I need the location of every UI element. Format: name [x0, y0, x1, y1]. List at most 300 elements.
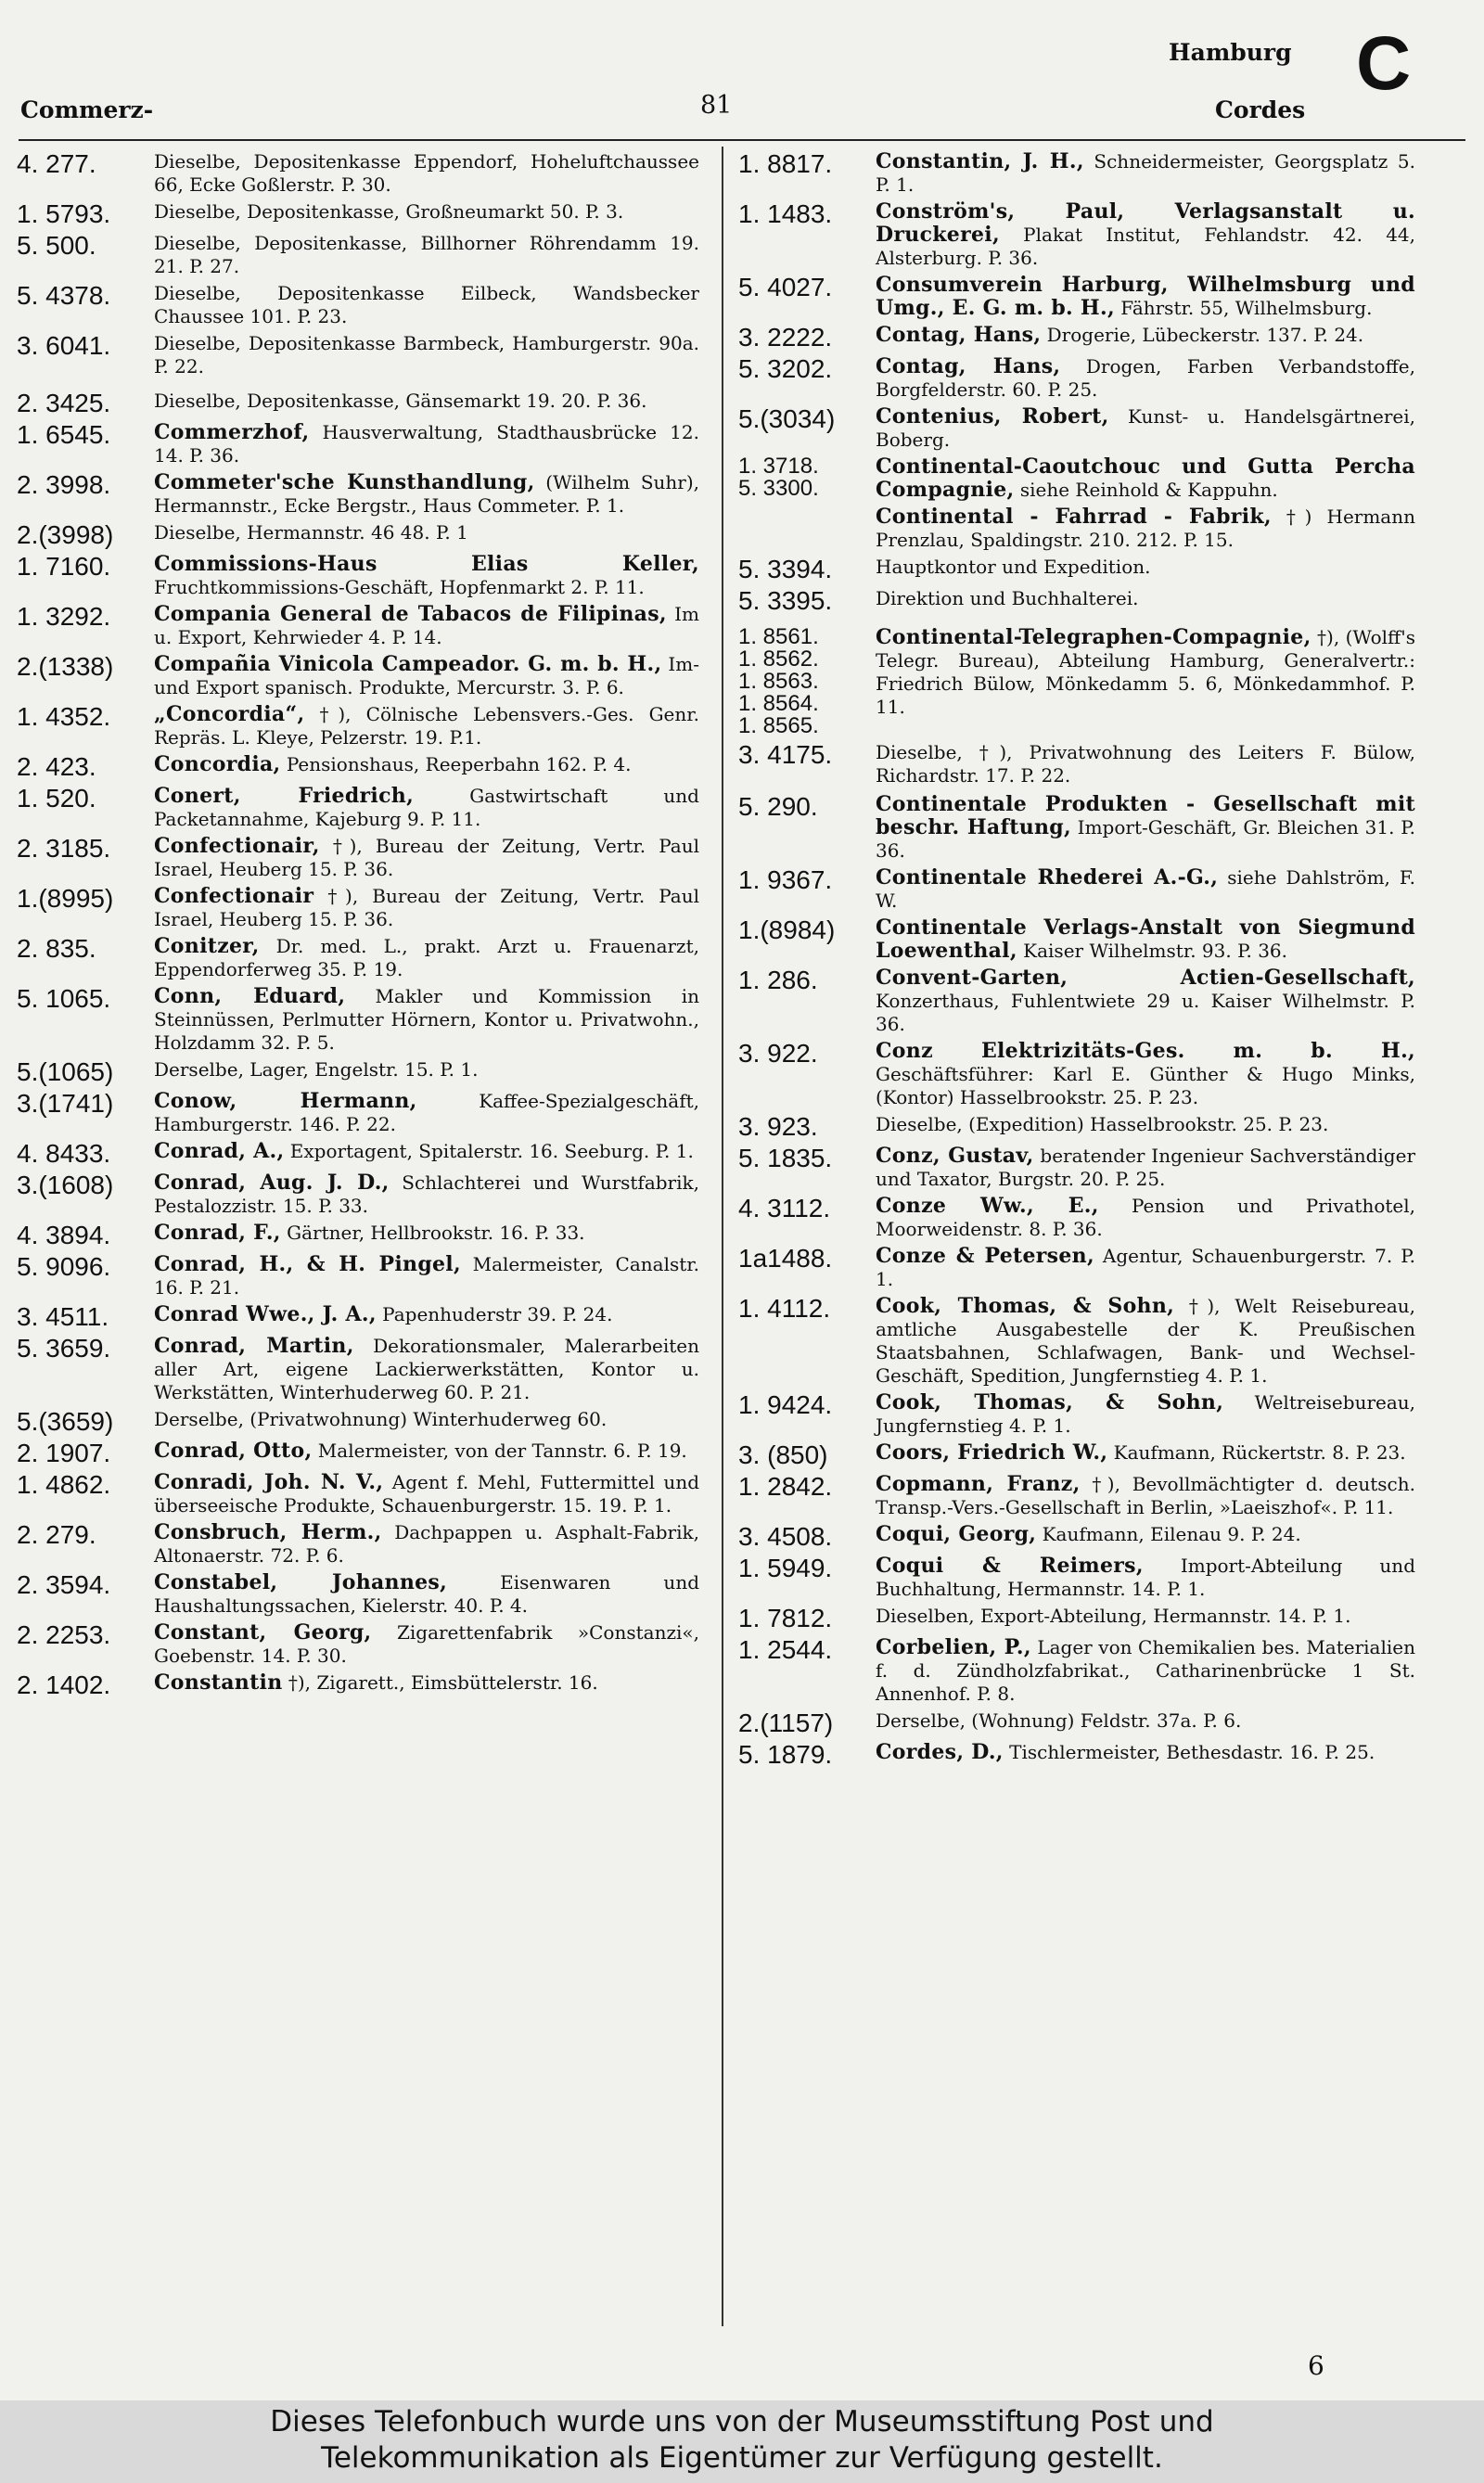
directory-entry — [17, 1303, 699, 1331]
entry-body — [154, 753, 699, 776]
directory-entry — [17, 390, 699, 417]
directory-entry — [17, 1471, 699, 1517]
phone-number: 1. 4862. — [17, 1470, 111, 1499]
phone-number: 5. 500. — [17, 231, 96, 260]
phone-number: 1. 7812. — [738, 1604, 833, 1632]
entry-name: Conow, Hermann, — [154, 1089, 417, 1113]
entry-name: Contenius, Robert, — [876, 404, 1109, 429]
entry-name: Continental-Telegraphen-Compagnie, — [876, 625, 1311, 649]
entry-name: Copmann, Franz, — [876, 1472, 1081, 1496]
entry-body — [876, 1145, 1415, 1191]
entry-body — [154, 985, 699, 1055]
entry-body — [876, 1523, 1415, 1546]
phone-number: 3. 6041. — [17, 331, 111, 360]
entry-body — [876, 1473, 1415, 1519]
phone-number: 5. 3659. — [17, 1334, 111, 1363]
entry-body — [154, 1408, 699, 1431]
entry-body — [154, 1058, 699, 1082]
phone-number: 3. 922. — [738, 1039, 818, 1068]
footer-line-2: Telekommunikation als Eigentümer zur Verfügung gestellt. — [321, 2441, 1163, 2475]
phone-number: 2. 1402. — [17, 1670, 111, 1699]
entry-text: Dieselbe, Depositenkasse Barmbeck, Hamburgerstr. 90a. P. 22. — [154, 332, 699, 378]
entry-text: Im u. Export, Kehrwieder 4. P. 14. — [154, 603, 699, 648]
corner-number: 6 — [1308, 2350, 1324, 2381]
phone-number: 5. 3395. — [738, 586, 833, 615]
phone-number: 5. 4027. — [738, 273, 833, 301]
entry-name: Coqui, Georg, — [876, 1522, 1037, 1546]
entry-text: beratender Ingenieur Sachverständiger und Taxator, Burgstr. 20. P. 25. — [876, 1145, 1416, 1190]
entry-text: Weltreisebureau, Jungfernstieg 4. P. 1. — [876, 1391, 1416, 1437]
entry-text: Kaufmann, Eilenau 9. P. 24. — [1036, 1523, 1301, 1545]
entry-body — [154, 885, 699, 931]
phone-number: 1. 6545. — [17, 420, 111, 449]
entry-body — [876, 1636, 1415, 1706]
entry-name: Conz, Gustav, — [876, 1144, 1034, 1168]
entry-body — [154, 553, 699, 599]
entry-name: Conström's, Paul, Verlagsanstalt u. Druckerei, — [876, 199, 1415, 247]
directory-entry — [738, 200, 1415, 270]
entry-name: Conitzer, — [154, 934, 260, 958]
entry-body — [154, 935, 699, 981]
entry-body — [154, 1140, 699, 1163]
entry-name: Commissions-Haus Elias Keller, — [154, 552, 699, 576]
phone-number: 3. 2222. — [738, 323, 833, 352]
directory-entry — [738, 1040, 1415, 1109]
phone-number: 2. 2253. — [17, 1620, 111, 1649]
directory-entry — [738, 793, 1415, 863]
entry-body — [154, 1335, 699, 1404]
entry-body — [154, 200, 699, 224]
entry-name: Coqui & Reimers, — [876, 1554, 1144, 1578]
phone-number: 1. 9424. — [738, 1390, 833, 1419]
phone-number: 5. 9096. — [17, 1252, 111, 1281]
entry-name: Commerzhof, — [154, 420, 310, 444]
entry-name: Conn, Eduard, — [154, 984, 346, 1008]
phone-number: 3. (850) — [738, 1440, 828, 1469]
entry-name: Conrad Wwe., J. A., — [154, 1302, 377, 1326]
entry-name: Constabel, Johannes, — [154, 1570, 448, 1594]
entry-text: Dieselbe, †), Privatwohnung des Leiters F. Bülow, Richardstr. 17. P. 22. — [876, 741, 1415, 787]
entry-body — [876, 556, 1415, 579]
entry-name: Coors, Friedrich W., — [876, 1440, 1108, 1465]
directory-entry — [17, 985, 699, 1055]
entry-body — [154, 1303, 699, 1326]
entry-text: Fährstr. 55, Wilhelmsburg. — [1114, 297, 1373, 319]
entry-body — [876, 793, 1415, 863]
directory-entry — [17, 421, 699, 467]
entry-name: Conrad, F., — [154, 1221, 281, 1245]
entry-name: Consbruch, Herm., — [154, 1520, 382, 1544]
entry-body — [154, 150, 699, 197]
directory-entry — [17, 1090, 699, 1136]
header-left-word: Commerz- — [20, 96, 154, 123]
entry-text: Hauptkontor und Expedition. — [876, 556, 1151, 578]
entry-body — [876, 506, 1415, 552]
column-divider — [722, 147, 723, 2326]
entry-body — [154, 390, 699, 413]
entry-body — [154, 1090, 699, 1136]
directory-entry — [17, 1222, 699, 1249]
entry-body — [876, 966, 1415, 1036]
directory-entry — [738, 506, 1415, 552]
phone-number: 2. 3425. — [17, 389, 111, 417]
entry-text: Eisenwaren und Haushaltungssachen, Kielerstr. 40. P. 4. — [154, 1571, 699, 1617]
directory-entry — [738, 324, 1415, 352]
entry-name: Contag, Hans, — [876, 354, 1061, 378]
directory-entry — [17, 1140, 699, 1168]
phone-number: 1. 1483. — [738, 199, 833, 228]
entry-text: Derselbe, (Wohnung) Feldstr. 37a. P. 6. — [876, 1709, 1242, 1732]
directory-entry — [17, 1621, 699, 1668]
entry-text: †) Hermann Prenzlau, Spaldingstr. 210. 212. P. 15. — [876, 506, 1415, 551]
entry-text: Kaffee-Spezialgeschäft, Hamburgerstr. 146. P. 22. — [154, 1090, 699, 1135]
entry-name: Convent-Garten, Actien-Gesellschaft, — [876, 966, 1415, 990]
entry-text: †), Welt Reisebureau, amtliche Ausgabestelle der K. Preußischen Staatsbahnen, Schlafwagen, Bank- und Wechsel-Geschäft, Spedition, Jungfernstieg 4. P. 1. — [876, 1295, 1416, 1387]
entry-body — [154, 1222, 699, 1245]
phone-number: 1. 7160. — [17, 552, 111, 581]
phone-number: 2. 3594. — [17, 1570, 111, 1599]
entry-text: Direktion und Buchhalterei. — [876, 587, 1139, 609]
directory-entry — [17, 1440, 699, 1467]
entry-text: †), (Wolff's Telegr. Bureau), Abteilung Hamburg, Generalvertr.: Friedrich Bülow, Mönkedamm 5. 6, Mönkedammhof. P. 11. — [876, 626, 1415, 718]
entry-body — [876, 200, 1415, 270]
phone-number: 2. 3998. — [17, 470, 111, 499]
entry-text: Agent f. Mehl, Futtermittel und überseeische Produkte, Schauenburgerstr. 15. 19. P. 1. — [154, 1471, 699, 1517]
left-column — [17, 150, 699, 1699]
phone-number: 3. 4508. — [738, 1522, 833, 1551]
phone-number: 3. 4511. — [17, 1302, 109, 1331]
entry-body — [154, 1571, 699, 1618]
entry-text: Exportagent, Spitalerstr. 16. Seeburg. P. 1. — [284, 1140, 694, 1162]
entry-body — [154, 421, 699, 467]
entry-text: Konzerthaus, Fuhlentwiete 29 u. Kaiser Wilhelmstr. P. 36. — [876, 990, 1415, 1035]
directory-entry — [738, 1709, 1415, 1737]
entry-name: Continentale Produkten - Gesellschaft mit beschr. Haftung, — [876, 792, 1415, 839]
entry-text: Drogerie, Lübeckerstr. 137. P. 24. — [1041, 324, 1364, 346]
entry-text: Dieselbe, Depositenkasse Eppendorf, Hoheluftchaussee 66, Ecke Goßlerstr. P. 30. — [154, 150, 699, 196]
entry-name: Conze & Petersen, — [876, 1244, 1094, 1268]
entry-body — [876, 1040, 1415, 1109]
directory-entry — [17, 553, 699, 599]
directory-entry — [17, 785, 699, 831]
phone-number: 1.(8995) — [17, 884, 114, 913]
phone-number: 5. 3202. — [738, 354, 833, 383]
directory-entry — [738, 1473, 1415, 1519]
entry-text: Dieselbe, (Expedition) Hasselbrookstr. 25. P. 23. — [876, 1113, 1329, 1135]
entry-body — [154, 1621, 699, 1668]
phone-number: 1. 9367. — [738, 865, 833, 894]
entry-body — [154, 1171, 699, 1218]
directory-entry — [738, 1113, 1415, 1141]
directory-entry — [17, 150, 699, 197]
directory-entry — [17, 521, 699, 549]
entry-body — [154, 332, 699, 378]
phone-number: 1. 2544. — [738, 1635, 833, 1664]
entry-name: Conradi, Joh. N. V., — [154, 1470, 384, 1494]
directory-entry — [17, 1253, 699, 1299]
directory-entry — [738, 1195, 1415, 1241]
directory-entry — [738, 405, 1415, 452]
entry-body — [876, 626, 1415, 719]
entry-name: Conrad, A., — [154, 1139, 285, 1163]
entry-text: Dieselbe, Depositenkasse, Gänsemarkt 19. 20. P. 36. — [154, 390, 647, 412]
entry-text: Dieselbe, Hermannstr. 46 48. P. 1 — [154, 521, 468, 544]
entry-body — [876, 866, 1415, 913]
entry-body — [154, 521, 699, 544]
entry-text: Lager von Chemikalien bes. Materialien f. d. Zündholzfabrikat., Catharinenbrücke 1 St. Annenhof. P. 8. — [876, 1636, 1415, 1705]
entry-body — [876, 324, 1415, 347]
directory-entry — [17, 603, 699, 649]
entry-name: Continental - Fahrrad - Fabrik, — [876, 505, 1272, 529]
directory-entry — [17, 703, 699, 749]
directory-entry — [738, 274, 1415, 320]
entry-text: Fruchtkommissions-Geschäft, Hopfenmarkt 2. P. 11. — [154, 576, 645, 598]
header-letter: C — [1356, 21, 1412, 106]
entry-body — [876, 1741, 1415, 1764]
phone-number: 5. 1065. — [17, 984, 111, 1013]
entry-name: Continental-Caoutchouc und Gutta Percha Compagnie, — [876, 454, 1415, 502]
phone-number: 1. 4112. — [738, 1294, 831, 1323]
directory-entry — [17, 1171, 699, 1218]
directory-entry — [738, 355, 1415, 402]
entry-name: Concordia, — [154, 752, 281, 776]
phone-number: 4. 8433. — [17, 1139, 111, 1168]
entry-text: Pensionshaus, Reeperbahn 162. P. 4. — [280, 753, 632, 775]
phone-number: 3.(1608) — [17, 1171, 114, 1199]
phone-number: 1a1488. — [738, 1244, 833, 1273]
directory-entry — [17, 332, 699, 378]
directory-entry — [17, 885, 699, 931]
entry-text: Malermeister, Canalstr. 16. P. 21. — [154, 1253, 699, 1299]
directory-entry — [17, 835, 699, 881]
entry-text: Agentur, Schauenburgerstr. 7. P. 1. — [876, 1245, 1415, 1290]
entry-text: †), Cölnische Lebensvers.-Ges. Genr. Repräs. L. Kleye, Pelzerstr. 19. P.1. — [154, 703, 699, 749]
entry-text: Derselbe, (Privatwohnung) Winterhuderweg 60. — [154, 1408, 608, 1430]
directory-entry — [738, 626, 1415, 737]
entry-body — [154, 232, 699, 278]
entry-text: †), Bevollmächtigter d. deutsch. Transp.-Vers.-Gesellschaft in Berlin, »Laeiszhof«. P. 11. — [876, 1473, 1415, 1518]
entry-body — [154, 603, 699, 649]
right-column — [738, 150, 1415, 1769]
entry-text: Dieselben, Export-Abteilung, Hermannstr. 14. P. 1. — [876, 1605, 1351, 1627]
entry-text: †), Bureau der Zeitung, Vertr. Paul Israel, Heuberg 15. P. 36. — [154, 885, 699, 930]
directory-entry — [738, 587, 1415, 615]
phone-number: 1. 4352. — [17, 702, 111, 731]
directory-entry — [17, 200, 699, 228]
entry-body — [876, 405, 1415, 452]
entry-text: (Wilhelm Suhr), Hermannstr., Ecke Bergstr., Haus Commeter. P. 1. — [154, 471, 700, 517]
phone-number: 2.(3998) — [17, 520, 114, 549]
entry-text: Makler und Kommission in Steinnüssen, Perlmutter Hörnern, Kontor u. Privatwohn., Holzdamm 32. P. 5. — [154, 985, 700, 1054]
phone-number: 3.(1741) — [17, 1089, 114, 1118]
entry-name: Corbelien, P., — [876, 1635, 1031, 1659]
entry-name: Constant, Georg, — [154, 1620, 372, 1645]
directory-entry — [738, 1523, 1415, 1551]
directory-entry — [17, 232, 699, 278]
entry-body — [154, 471, 699, 518]
entry-body — [876, 1245, 1415, 1291]
entry-text: Gärtner, Hellbrookstr. 16. P. 33. — [280, 1222, 585, 1244]
entry-body — [876, 355, 1415, 402]
directory-entry — [738, 866, 1415, 913]
phone-number: 5.(1065) — [17, 1057, 114, 1086]
entry-text: Tischlermeister, Bethesdastr. 16. P. 25. — [1003, 1741, 1375, 1763]
entry-body — [876, 1605, 1415, 1628]
entry-text: Dr. med. L., prakt. Arzt u. Frauenarzt, Eppendorferweg 35. P. 19. — [154, 935, 699, 980]
entry-text: siehe Reinhold & Kappuhn. — [1014, 479, 1278, 501]
entry-text: siehe Dahlström, F. W. — [876, 866, 1415, 912]
header-right-word: Cordes — [1215, 96, 1306, 123]
header-divider — [19, 139, 1465, 141]
entry-body — [876, 1441, 1415, 1465]
directory-entry — [738, 1295, 1415, 1388]
phone-number: 2.(1338) — [17, 652, 114, 681]
entry-name: Cordes, D., — [876, 1740, 1004, 1764]
entry-text: †), Bureau der Zeitung, Vertr. Paul Israel, Heuberg 15. P. 36. — [154, 835, 699, 880]
entry-body — [154, 1253, 699, 1299]
phone-number: 5. 4378. — [17, 281, 111, 310]
entry-body — [154, 1671, 699, 1695]
entry-body — [154, 1521, 699, 1568]
directory-entry — [738, 966, 1415, 1036]
entry-name: Consumverein Harburg, Wilhelmsburg und Umg., E. G. m. b. H., — [876, 273, 1415, 320]
entry-name: Cook, Thomas, & Sohn, — [876, 1294, 1175, 1318]
directory-entry — [738, 150, 1415, 197]
entry-name: Conrad, Aug. J. D., — [154, 1171, 390, 1195]
entry-text: Im- und Export spanisch. Produkte, Mercurstr. 3. P. 6. — [154, 653, 699, 698]
phone-number: 1. 8817. — [738, 149, 833, 178]
entry-body — [154, 282, 699, 328]
entry-body — [876, 1709, 1415, 1733]
entry-text: Import-Geschäft, Gr. Bleichen 31. P. 36. — [876, 816, 1415, 862]
directory-entry — [738, 1441, 1415, 1469]
entry-body — [876, 587, 1415, 610]
entry-text: Papenhuderstr 39. P. 24. — [376, 1303, 613, 1325]
entry-text: Kunst- u. Handelsgärtnerei, Boberg. — [876, 405, 1415, 451]
directory-entry — [17, 1521, 699, 1568]
footer-line-1: Dieses Telefonbuch wurde uns von der Museumsstiftung Post und — [270, 2405, 1214, 2438]
directory-entry — [17, 1408, 699, 1436]
entry-body — [154, 835, 699, 881]
entry-name: Continentale Rhederei A.-G., — [876, 865, 1219, 890]
phone-number: 3. 923. — [738, 1112, 818, 1141]
phone-number: 5. 1835. — [738, 1144, 833, 1172]
footer-note — [0, 2400, 1484, 2483]
directory-entry — [17, 1335, 699, 1404]
entry-body — [876, 1195, 1415, 1241]
entry-text: Derselbe, Lager, Engelstr. 15. P. 1. — [154, 1058, 479, 1081]
phone-number: 1. 5949. — [738, 1554, 833, 1582]
entry-name: Conze Ww., E., — [876, 1194, 1099, 1218]
directory-entry — [17, 1571, 699, 1618]
directory-entry — [738, 455, 1415, 502]
entry-name: Compania General de Tabacos de Filipinas, — [154, 602, 667, 626]
entry-text: Dieselbe, Depositenkasse Eilbeck, Wandsbecker Chaussee 101. P. 23. — [154, 282, 699, 327]
directory-entry — [738, 916, 1415, 963]
phone-number: 4. 3894. — [17, 1221, 111, 1249]
phone-number: 1. 520. — [17, 784, 96, 813]
entry-name: Conert, Friedrich, — [154, 784, 415, 808]
entry-text: Pension und Privathotel, Moorweidenstr. 8. P. 36. — [876, 1195, 1416, 1240]
entry-name: Cook, Thomas, & Sohn, — [876, 1390, 1224, 1414]
directory-entry — [738, 556, 1415, 583]
directory-entry — [17, 1671, 699, 1699]
entry-text: Plakat Institut, Fehlandstr. 42. 44, Alsterburg. P. 36. — [876, 224, 1415, 269]
directory-entry — [738, 1741, 1415, 1769]
directory-entry — [17, 282, 699, 328]
phone-number: 1. 2842. — [738, 1472, 833, 1501]
entry-text: Dekorationsmaler, Malerarbeiten aller Art, eigene Lackierwerkstätten, Kontor u. Werkstätten, Winterhuderweg 60. P. 21. — [154, 1335, 699, 1403]
entry-body — [876, 1391, 1415, 1438]
entry-body — [154, 703, 699, 749]
directory-entry — [738, 1391, 1415, 1438]
phone-number: 1. 3718. 5. 3300. — [738, 454, 819, 501]
entry-text: Zigarettenfabrik »Constanzi«, Goebenstr. 14. P. 30. — [154, 1621, 699, 1667]
phone-number: 1. 3292. — [17, 602, 111, 631]
entry-name: Confectionair, — [154, 834, 320, 858]
header-city: Hamburg — [1169, 39, 1292, 66]
entry-body — [154, 785, 699, 831]
entry-body — [876, 1113, 1415, 1136]
entry-name: Conz Elektrizitäts-Ges. m. b. H., — [876, 1039, 1415, 1063]
phone-number: 5.(3659) — [17, 1407, 114, 1436]
phone-number: 2. 423. — [17, 752, 96, 781]
directory-entry — [17, 653, 699, 699]
directory-entry — [738, 1245, 1415, 1291]
entry-name: Conrad, H., & H. Pingel, — [154, 1252, 461, 1276]
entry-name: Continentale Verlags-Anstalt von Siegmund Loewenthal, — [876, 915, 1415, 963]
phone-number: 2. 835. — [17, 934, 96, 963]
entry-text: Schneidermeister, Georgsplatz 5. P. 1. — [876, 150, 1415, 196]
directory-entry — [738, 1145, 1415, 1191]
entry-text: Gastwirtschaft und Packetannahme, Kajeburg 9. P. 11. — [154, 785, 699, 830]
directory-entry — [17, 1058, 699, 1086]
phone-number: 5.(3034) — [738, 404, 836, 433]
entry-text: Drogen, Farben Verbandstoffe, Borgfelderstr. 60. P. 25. — [876, 355, 1415, 401]
phone-number: 1. 5793. — [17, 199, 111, 228]
entry-text: †), Zigarett., Eimsbüttelerstr. 16. — [282, 1671, 598, 1694]
entry-body — [154, 1471, 699, 1517]
entry-body — [876, 741, 1415, 787]
phone-number: 1. 286. — [738, 966, 818, 994]
directory-entry — [738, 1555, 1415, 1601]
phone-number: 3. 4175. — [738, 740, 833, 769]
entry-name: Commeter'sche Kunsthandlung, — [154, 470, 535, 494]
entry-body — [876, 1555, 1415, 1601]
entry-name: Constantin — [154, 1670, 283, 1695]
entry-name: Conrad, Martin, — [154, 1334, 354, 1358]
page-number: 81 — [700, 91, 733, 120]
phone-number: 5. 1879. — [738, 1740, 833, 1769]
entry-text: Dieselbe, Depositenkasse, Großneumarkt 50. P. 3. — [154, 200, 624, 223]
entry-body — [154, 1440, 699, 1463]
entry-name: Compañia Vinicola Campeador. G. m. b. H., — [154, 652, 662, 676]
entry-text: Dieselbe, Depositenkasse, Billhorner Röhrendamm 19. 21. P. 27. — [154, 232, 699, 277]
phone-number: 1. 8561. 1. 8562. 1. 8563. 1. 8564. 1. 8565. — [738, 624, 819, 738]
directory-entry — [738, 741, 1415, 787]
entry-body — [876, 150, 1415, 197]
entry-body — [876, 1295, 1415, 1388]
phone-number: 4. 3112. — [738, 1194, 831, 1222]
entry-text: Kaiser Wilhelmstr. 93. P. 36. — [1017, 940, 1287, 962]
entry-text: Schlachterei und Wurstfabrik, Pestalozzistr. 15. P. 33. — [154, 1171, 699, 1217]
directory-entry — [17, 935, 699, 981]
phone-number: 5. 290. — [738, 792, 818, 821]
entry-name: Conrad, Otto, — [154, 1439, 313, 1463]
entry-text: Import-Abteilung und Buchhaltung, Hermannstr. 14. P. 1. — [876, 1555, 1415, 1600]
entry-body — [876, 274, 1415, 320]
phone-number: 2. 279. — [17, 1520, 96, 1549]
